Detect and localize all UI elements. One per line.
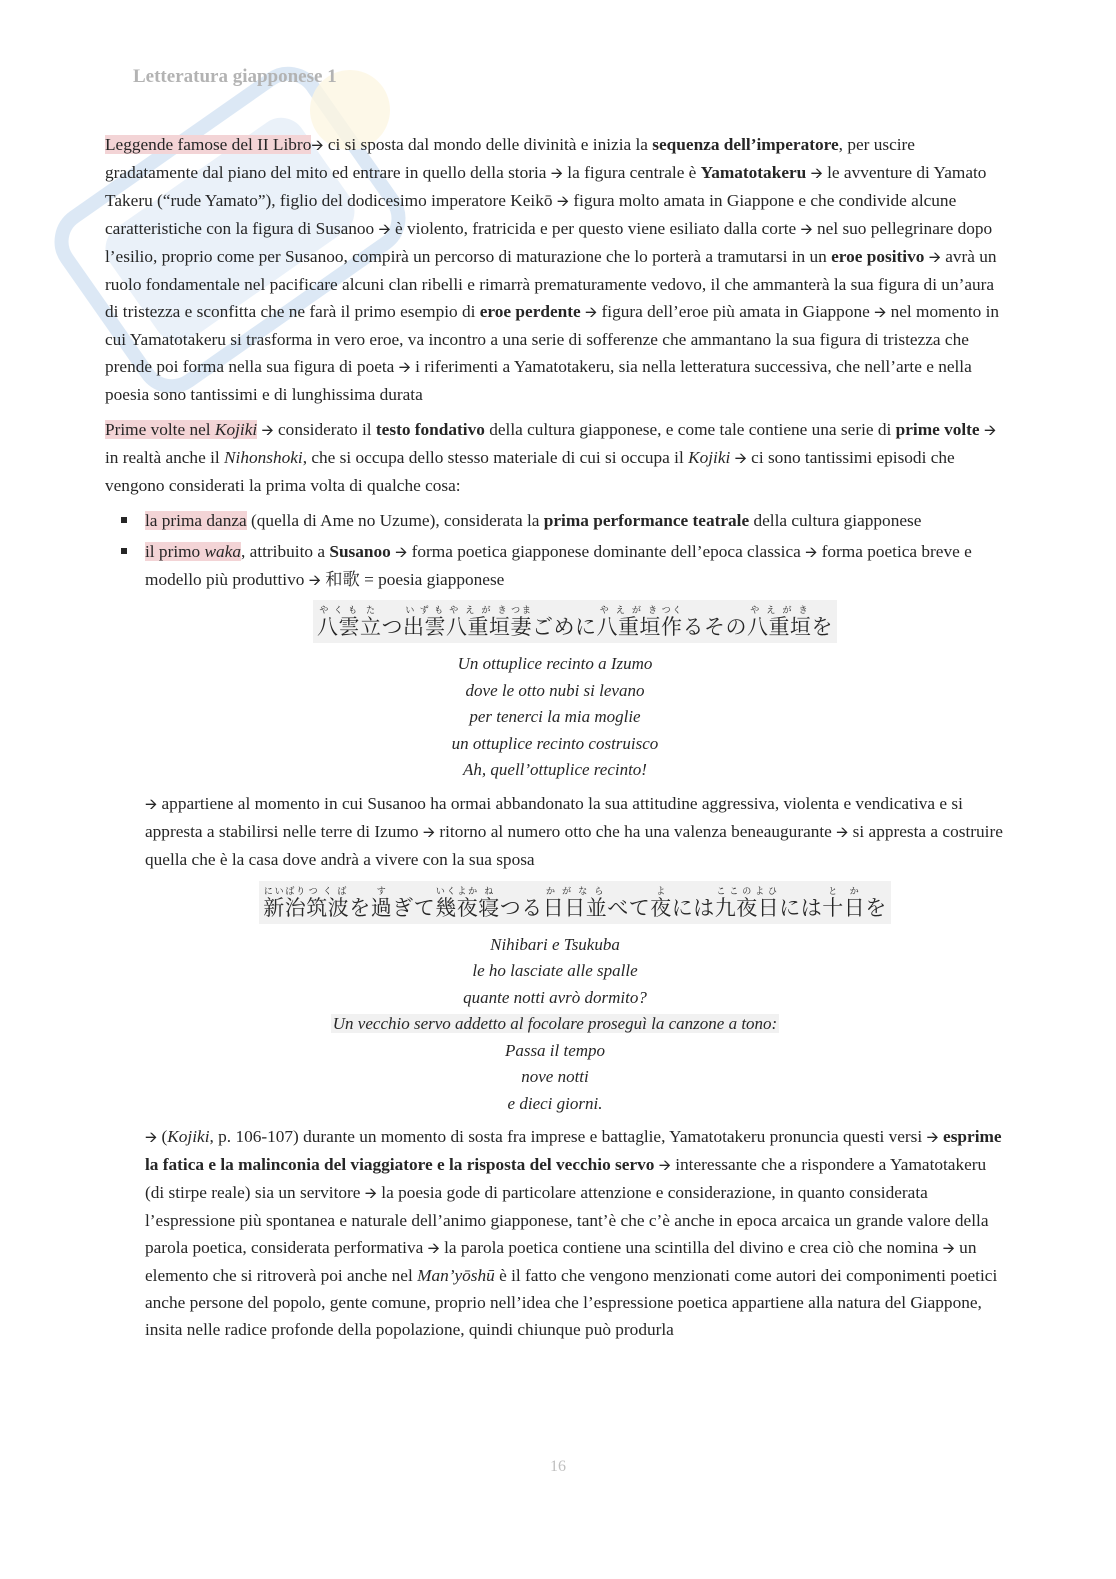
page-body [105, 131, 1005, 1351]
poem-translation-1: Un ottuplice recinto a Izumo dove le otto nubi si levano per tenerci la mia moglie un ottuplice recinto costruisco Ah, quell’ottuplice recinto! [451, 654, 659, 779]
japanese-text: 八重垣やえがき [446, 606, 511, 639]
japanese-text: 八重垣やえがき [747, 606, 812, 639]
japanese-text: を [865, 895, 887, 920]
highlight-prime-volte: Prime volte nel Kojiki [105, 420, 258, 439]
poem-translation-2: Nihibari e Tsukuba le ho lasciate alle spalle quante notti avrò dormito? Un vecchio servo addetto al focolare proseguì la canzone a tono: Passa il tempo nove notti e dieci giorni. [332, 934, 778, 1113]
japanese-text: 立た [360, 606, 382, 639]
paragraph-commento-susanoo: 🡪 appartiene al momento in cui Susanoo ha ormai abbandonato la sua attitudine aggressiva, violenta e vendicativa e si appresta a stabilirsi nelle terre di Izumo 🡪 ritorno al numero otto che ha una valenza beneaugurante 🡪 si appresta a costruire quella che è la casa dove andrà a vivere con la sua sposa [145, 793, 1003, 869]
japanese-text: ごめに [532, 615, 597, 639]
japanese-text: 作つく [661, 606, 683, 639]
running-header: Letteratura giapponese 1 [133, 66, 337, 87]
page-number: 16 [550, 1458, 566, 1475]
japanese-text: 八雲やくも [317, 606, 360, 639]
japanese-text: 九夜日ここのよひ [714, 886, 780, 920]
highlight-leggende: Leggende famose del II Libro [105, 135, 312, 154]
japanese-text: べて [607, 895, 651, 920]
japanese-text: 八重垣やえがき [596, 606, 661, 639]
paragraph-leggende: Leggende famose del II Libro🡪 ci si sposta dal mondo delle divinità e inizia la sequenza dell’imperatore, per uscire gradatamente dal piano del mito ed entrare in quello della storia 🡪 la figura centrale è Yamatotakeru 🡪 le avventure di Yamato Takeru (“rude Yamato”), figlio del dodicesimo imperatore Keikō 🡪 figura molto amata in Giappone e che condivide alcune caratteristiche con la figura di Susanoo 🡪 è violento, fratricida e per questo viene esiliato dalla corte 🡪 nel suo pellegrinare dopo l’esilio, proprio come per Susanoo, compirà un percorso di maturazione che lo porterà a tramutarsi in un eroe positivo 🡪 avrà un ruolo fondamentale nel pacificare alcuni clan ribelli e rimarrà prematuramente vedovo, il che ammanterà la sua figura di un’aura di tristezza e sconfitta che ne farà il primo esempio di eroe perdente 🡪 figura dell’eroe più amata in Giappone 🡪 nel momento in cui Yamatotakeru si trasforma in vero eroe, va incontro a una serie di sofferenze che ammantano la sua figura di tristezza che prende poi forma nella sua figura di poeta 🡪 i riferimenti a Yamatotakeru, sia nella letteratura successiva, che nell’arte e nella poesia sono tantissimi e di lunghissima durata [105, 135, 1000, 404]
japanese-text: 筑波つくば [306, 886, 350, 920]
japanese-text: 妻つま [510, 606, 532, 639]
japanese-text: ぎて [392, 895, 436, 920]
japanese-text: つ [381, 615, 403, 639]
paragraph-prime-volte: Prime volte nel Kojiki 🡪 considerato il testo fondativo della cultura giapponese, e come tale contiene una serie di prime volte 🡪 in realtà anche il Nihonshoki, che si occupa dello stesso materiale di cui si occupa il Kojiki 🡪 ci sono tantissimi episodi che vengono considerati la prima volta di qualche cosa: [105, 420, 997, 495]
japanese-text: には [671, 895, 715, 920]
list-item: la prima danza (quella di Ame no Uzume), considerata la prima performance teatrale della cultura giapponese [105, 507, 1005, 534]
japanese-poem-2 [145, 881, 1005, 924]
japanese-text: つる [499, 895, 543, 920]
japanese-text: を [349, 895, 371, 920]
japanese-text: には [779, 895, 823, 920]
japanese-text: 新治にいばり [263, 886, 307, 920]
japanese-poem-1 [145, 600, 1005, 643]
list-item: il primo waka, attribuito a Susanoo 🡪 forma poetica giapponese dominante dell’epoca classica 🡪 forma poetica breve e modello più produttivo 🡪 和歌 = poesia giapponese [105, 538, 1005, 594]
japanese-text: 過す [370, 886, 393, 920]
japanese-text: 夜よ [650, 886, 672, 920]
paragraph-commento-yamatotakeru: 🡪 (Kojiki, p. 106-107) durante un momento di sosta fra imprese e battaglie, Yamatotakeru pronuncia questi versi 🡪 esprime la fatica e la malinconia del viaggiatore e la risposta del vecchio servo 🡪 interessante che a rispondere a Yamatotakeru (di stirpe reale) sia un servitore 🡪 la poesia gode di particolare attenzione e considerazione, in quanto considerata l’espressione più spontanea e naturale dell’animo giapponese, tant’è che c’è anche in epoca arcaica un grande valore della parola poetica, considerata performativa 🡪 la parola poetica contiene una scintilla del divino e crea ciò che nomina 🡪 un elemento che si ritroverà poi anche nel Man’yōshū è il fatto che vengono menzionati come autori dei componimenti poetici anche persone del popolo, gente comune, proprio nell’idea che l’espressione poetica appartiene alla natura del Giappone, insita nelle radice profonde della popolazione, quindi chiunque può produrla [145, 1127, 1002, 1339]
bullet-list [105, 507, 1005, 594]
japanese-text: 寝ね [478, 886, 500, 920]
japanese-text: 出雲いずも [403, 606, 446, 639]
japanese-text: るその [682, 615, 747, 639]
bullet-marker [121, 548, 127, 554]
japanese-text: 日日並かがなら [542, 886, 608, 920]
bullet-marker [121, 517, 127, 523]
japanese-text: 十日とか [822, 886, 866, 920]
japanese-text: を [811, 615, 833, 639]
japanese-text: 幾夜いくよか [435, 886, 479, 920]
